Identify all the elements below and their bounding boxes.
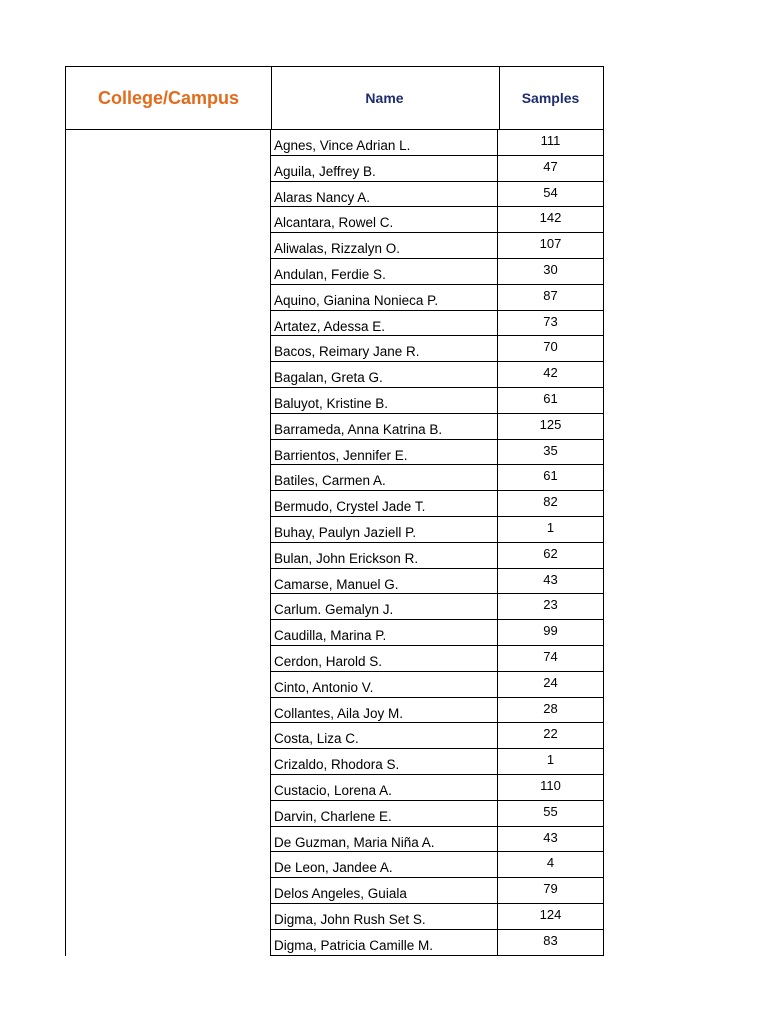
table-row — [270, 543, 604, 569]
name-cell: Custacio, Lorena A. — [270, 775, 498, 800]
name-cell: Barrientos, Jennifer E. — [270, 440, 498, 465]
samples-cell: 47 — [498, 156, 604, 181]
table-row — [270, 207, 604, 233]
table-row — [270, 904, 604, 930]
table-row — [270, 723, 604, 749]
samples-cell: 87 — [498, 285, 604, 310]
name-cell: Baluyot, Kristine B. — [270, 388, 498, 413]
samples-cell: 55 — [498, 801, 604, 826]
table-row — [270, 517, 604, 543]
name-cell: Delos Angeles, Guiala — [270, 878, 498, 903]
name-cell: Buhay, Paulyn Jaziell P. — [270, 517, 498, 542]
name-cell: Barrameda, Anna Katrina B. — [270, 414, 498, 439]
name-cell: Agnes, Vince Adrian L. — [270, 130, 498, 155]
samples-cell: 24 — [498, 672, 604, 697]
table-row — [270, 336, 604, 362]
samples-cell: 28 — [498, 698, 604, 723]
samples-cell: 111 — [498, 130, 604, 155]
table-row — [270, 311, 604, 337]
samples-cell: 79 — [498, 878, 604, 903]
name-cell: Crizaldo, Rhodora S. — [270, 749, 498, 774]
name-cell: Andulan, Ferdie S. — [270, 259, 498, 284]
samples-cell: 42 — [498, 362, 604, 387]
table-row — [270, 130, 604, 156]
name-header: Name — [270, 66, 500, 130]
name-cell: Bermudo, Crystel Jade T. — [270, 491, 498, 516]
samples-cell: 99 — [498, 620, 604, 645]
table-body — [270, 130, 604, 956]
table-row — [270, 414, 604, 440]
samples-cell: 61 — [498, 465, 604, 490]
table-row — [270, 569, 604, 595]
name-cell: De Leon, Jandee A. — [270, 852, 498, 877]
samples-cell: 83 — [498, 930, 604, 955]
table-row — [270, 388, 604, 414]
table-row — [270, 465, 604, 491]
table-row — [270, 233, 604, 259]
table-row — [270, 182, 604, 208]
table-row — [270, 440, 604, 466]
samples-cell: 22 — [498, 723, 604, 748]
name-cell: Bagalan, Greta G. — [270, 362, 498, 387]
table-row — [270, 878, 604, 904]
samples-cell: 110 — [498, 775, 604, 800]
name-cell: Caudilla, Marina P. — [270, 620, 498, 645]
name-cell: Alcantara, Rowel C. — [270, 207, 498, 232]
name-cell: Camarse, Manuel G. — [270, 569, 498, 594]
name-cell: Alaras Nancy A. — [270, 182, 498, 207]
name-cell: Digma, Patricia Camille M. — [270, 930, 498, 955]
samples-cell: 124 — [498, 904, 604, 929]
samples-cell: 107 — [498, 233, 604, 258]
samples-cell: 125 — [498, 414, 604, 439]
table-row — [270, 491, 604, 517]
samples-cell: 74 — [498, 646, 604, 671]
table-row — [270, 827, 604, 853]
name-cell: Aliwalas, Rizzalyn O. — [270, 233, 498, 258]
samples-cell: 23 — [498, 594, 604, 619]
table-row — [270, 672, 604, 698]
samples-cell: 4 — [498, 852, 604, 877]
name-cell: Darvin, Charlene E. — [270, 801, 498, 826]
name-cell: Batiles, Carmen A. — [270, 465, 498, 490]
table-row — [270, 749, 604, 775]
table-row — [270, 852, 604, 878]
samples-cell: 30 — [498, 259, 604, 284]
name-cell: Aquino, Gianina Nonieca P. — [270, 285, 498, 310]
table-row — [270, 259, 604, 285]
table-row — [270, 362, 604, 388]
name-cell: Costa, Liza C. — [270, 723, 498, 748]
name-cell: Bulan, John Erickson R. — [270, 543, 498, 568]
samples-header: Samples — [498, 66, 604, 130]
table-row — [270, 620, 604, 646]
name-cell: Digma, John Rush Set S. — [270, 904, 498, 929]
samples-cell: 142 — [498, 207, 604, 232]
table-row — [270, 594, 604, 620]
samples-cell: 35 — [498, 440, 604, 465]
samples-cell: 73 — [498, 311, 604, 336]
samples-cell: 62 — [498, 543, 604, 568]
name-cell: Cinto, Antonio V. — [270, 672, 498, 697]
college-campus-header: College/Campus — [65, 66, 272, 130]
samples-cell: 61 — [498, 388, 604, 413]
samples-cell: 54 — [498, 182, 604, 207]
samples-cell: 1 — [498, 517, 604, 542]
samples-cell: 43 — [498, 569, 604, 594]
samples-cell: 70 — [498, 336, 604, 361]
table-row — [270, 698, 604, 724]
samples-cell: 43 — [498, 827, 604, 852]
table-row — [270, 285, 604, 311]
samples-cell: 82 — [498, 491, 604, 516]
name-cell: Collantes, Aila Joy M. — [270, 698, 498, 723]
name-cell: Cerdon, Harold S. — [270, 646, 498, 671]
name-cell: De Guzman, Maria Niña A. — [270, 827, 498, 852]
table-row — [270, 801, 604, 827]
name-cell: Bacos, Reimary Jane R. — [270, 336, 498, 361]
table-row — [270, 646, 604, 672]
name-cell: Artatez, Adessa E. — [270, 311, 498, 336]
table-row — [270, 775, 604, 801]
name-cell: Aguila, Jeffrey B. — [270, 156, 498, 181]
samples-cell: 1 — [498, 749, 604, 774]
table-row — [270, 930, 604, 956]
name-cell: Carlum. Gemalyn J. — [270, 594, 498, 619]
college-campus-column — [65, 129, 66, 956]
table-row — [270, 156, 604, 182]
